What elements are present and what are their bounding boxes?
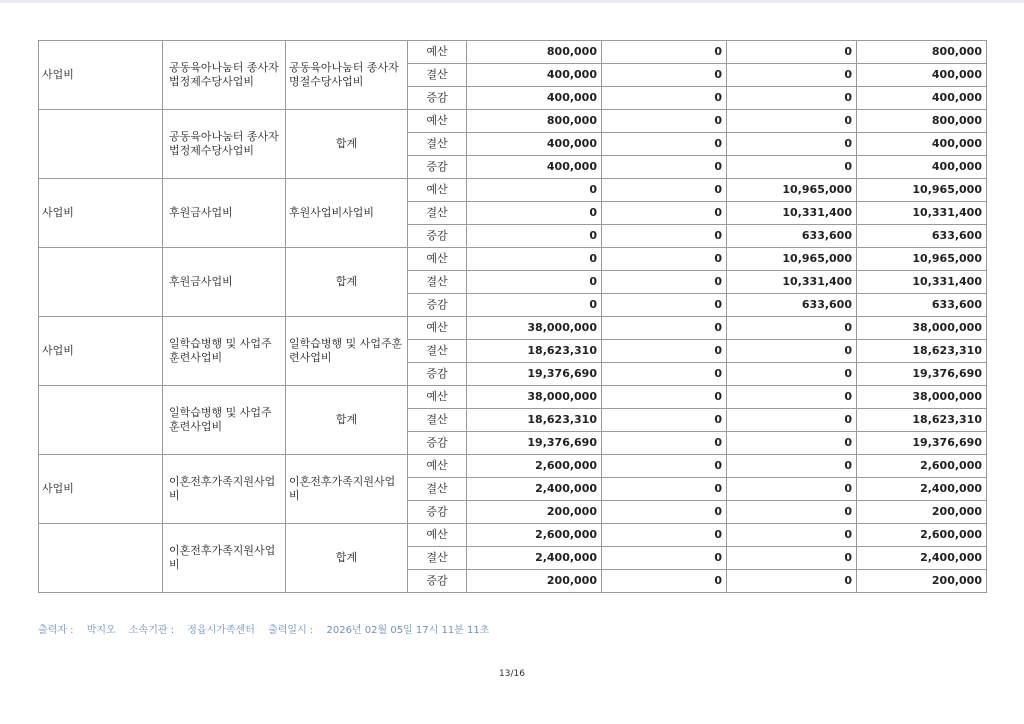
row-type-cell: 증감 xyxy=(408,432,467,455)
amount-cell-v2: 0 xyxy=(602,271,727,294)
item-cell: 일학습병행 및 사업주 훈련사업비 xyxy=(163,386,286,455)
amount-cell-v4: 10,331,400 xyxy=(857,202,987,225)
amount-cell-v4: 400,000 xyxy=(857,156,987,179)
printer-label: 출력자 : xyxy=(38,625,74,636)
amount-cell-v1: 400,000 xyxy=(467,133,602,156)
amount-cell-v4: 800,000 xyxy=(857,110,987,133)
amount-cell-v4: 200,000 xyxy=(857,501,987,524)
amount-cell-v3: 0 xyxy=(727,432,857,455)
row-type-cell: 예산 xyxy=(408,41,467,64)
amount-cell-v3: 0 xyxy=(727,501,857,524)
amount-cell-v3: 10,965,000 xyxy=(727,179,857,202)
table-row xyxy=(39,386,987,409)
printer-name: 박지오 xyxy=(86,625,116,636)
category-cell xyxy=(39,110,163,179)
amount-cell-v3: 0 xyxy=(727,110,857,133)
amount-cell-v1: 18,623,310 xyxy=(467,409,602,432)
amount-cell-v4: 200,000 xyxy=(857,570,987,593)
amount-cell-v1: 200,000 xyxy=(467,501,602,524)
amount-cell-v3: 0 xyxy=(727,41,857,64)
row-type-cell: 결산 xyxy=(408,547,467,570)
amount-cell-v4: 800,000 xyxy=(857,41,987,64)
row-type-cell: 예산 xyxy=(408,179,467,202)
amount-cell-v3: 0 xyxy=(727,524,857,547)
amount-cell-v3: 0 xyxy=(727,409,857,432)
sub-item-cell: 이혼전후가족지원사업비 xyxy=(286,455,408,524)
amount-cell-v3: 0 xyxy=(727,386,857,409)
row-type-cell: 결산 xyxy=(408,478,467,501)
category-cell: 사업비 xyxy=(39,179,163,248)
amount-cell-v4: 400,000 xyxy=(857,133,987,156)
amount-cell-v1: 0 xyxy=(467,202,602,225)
row-type-cell: 증감 xyxy=(408,156,467,179)
amount-cell-v3: 0 xyxy=(727,570,857,593)
amount-cell-v3: 10,965,000 xyxy=(727,248,857,271)
amount-cell-v1: 800,000 xyxy=(467,41,602,64)
amount-cell-v2: 0 xyxy=(602,317,727,340)
amount-cell-v1: 38,000,000 xyxy=(467,317,602,340)
amount-cell-v4: 18,623,310 xyxy=(857,409,987,432)
item-cell: 일학습병행 및 사업주 훈련사업비 xyxy=(163,317,286,386)
row-type-cell: 예산 xyxy=(408,248,467,271)
amount-cell-v1: 800,000 xyxy=(467,110,602,133)
row-type-cell: 예산 xyxy=(408,110,467,133)
row-type-cell: 결산 xyxy=(408,202,467,225)
amount-cell-v2: 0 xyxy=(602,409,727,432)
amount-cell-v3: 0 xyxy=(727,133,857,156)
sub-item-cell: 후원사업비사업비 xyxy=(286,179,408,248)
budget-table-body xyxy=(39,41,987,593)
amount-cell-v3: 633,600 xyxy=(727,225,857,248)
row-type-cell: 증감 xyxy=(408,225,467,248)
print-info-footer xyxy=(38,621,499,636)
amount-cell-v1: 2,400,000 xyxy=(467,478,602,501)
amount-cell-v2: 0 xyxy=(602,225,727,248)
amount-cell-v4: 633,600 xyxy=(857,294,987,317)
item-cell: 이혼전후가족지원사업비 xyxy=(163,455,286,524)
page-number: 13/16 xyxy=(499,669,525,679)
amount-cell-v2: 0 xyxy=(602,386,727,409)
amount-cell-v2: 0 xyxy=(602,64,727,87)
amount-cell-v4: 633,600 xyxy=(857,225,987,248)
amount-cell-v2: 0 xyxy=(602,202,727,225)
amount-cell-v3: 0 xyxy=(727,363,857,386)
amount-cell-v1: 400,000 xyxy=(467,156,602,179)
sub-item-cell: 일학습병행 및 사업주훈련사업비 xyxy=(286,317,408,386)
category-cell: 사업비 xyxy=(39,317,163,386)
amount-cell-v1: 400,000 xyxy=(467,87,602,110)
amount-cell-v2: 0 xyxy=(602,363,727,386)
amount-cell-v1: 0 xyxy=(467,294,602,317)
amount-cell-v1: 0 xyxy=(467,248,602,271)
amount-cell-v1: 400,000 xyxy=(467,64,602,87)
org-name: 정읍시가족센터 xyxy=(187,625,255,636)
amount-cell-v2: 0 xyxy=(602,478,727,501)
amount-cell-v3: 0 xyxy=(727,64,857,87)
amount-cell-v1: 19,376,690 xyxy=(467,363,602,386)
amount-cell-v3: 0 xyxy=(727,317,857,340)
amount-cell-v1: 0 xyxy=(467,271,602,294)
table-row xyxy=(39,248,987,271)
amount-cell-v2: 0 xyxy=(602,294,727,317)
row-type-cell: 증감 xyxy=(408,363,467,386)
amount-cell-v4: 19,376,690 xyxy=(857,432,987,455)
amount-cell-v2: 0 xyxy=(602,87,727,110)
amount-cell-v2: 0 xyxy=(602,110,727,133)
print-date-value: 2026년 02월 05일 17시 11분 11초 xyxy=(326,625,490,636)
amount-cell-v4: 38,000,000 xyxy=(857,317,987,340)
amount-cell-v1: 38,000,000 xyxy=(467,386,602,409)
amount-cell-v3: 0 xyxy=(727,478,857,501)
row-type-cell: 결산 xyxy=(408,133,467,156)
org-label: 소속기관 : xyxy=(128,625,175,636)
row-type-cell: 증감 xyxy=(408,87,467,110)
amount-cell-v1: 2,400,000 xyxy=(467,547,602,570)
amount-cell-v3: 0 xyxy=(727,87,857,110)
table-row xyxy=(39,110,987,133)
amount-cell-v4: 10,331,400 xyxy=(857,271,987,294)
amount-cell-v2: 0 xyxy=(602,340,727,363)
subtotal-label-cell: 합계 xyxy=(286,248,408,317)
amount-cell-v2: 0 xyxy=(602,570,727,593)
item-cell: 후원금사업비 xyxy=(163,248,286,317)
item-cell: 후원금사업비 xyxy=(163,179,286,248)
row-type-cell: 예산 xyxy=(408,317,467,340)
print-date-label: 출력일시 : xyxy=(268,625,314,636)
amount-cell-v2: 0 xyxy=(602,432,727,455)
amount-cell-v3: 0 xyxy=(727,340,857,363)
amount-cell-v1: 2,600,000 xyxy=(467,455,602,478)
row-type-cell: 결산 xyxy=(408,64,467,87)
amount-cell-v4: 19,376,690 xyxy=(857,363,987,386)
amount-cell-v4: 10,965,000 xyxy=(857,248,987,271)
amount-cell-v2: 0 xyxy=(602,179,727,202)
amount-cell-v4: 2,400,000 xyxy=(857,478,987,501)
amount-cell-v3: 10,331,400 xyxy=(727,202,857,225)
amount-cell-v3: 10,331,400 xyxy=(727,271,857,294)
amount-cell-v4: 10,965,000 xyxy=(857,179,987,202)
amount-cell-v2: 0 xyxy=(602,455,727,478)
row-type-cell: 결산 xyxy=(408,271,467,294)
page-top-edge xyxy=(0,0,1024,3)
amount-cell-v1: 200,000 xyxy=(467,570,602,593)
amount-cell-v2: 0 xyxy=(602,156,727,179)
row-type-cell: 증감 xyxy=(408,294,467,317)
item-cell: 이혼전후가족지원사업비 xyxy=(163,524,286,593)
amount-cell-v1: 0 xyxy=(467,179,602,202)
amount-cell-v3: 0 xyxy=(727,455,857,478)
item-cell: 공동육아나눔터 종사자 법정제수당사업비 xyxy=(163,41,286,110)
row-type-cell: 증감 xyxy=(408,570,467,593)
sub-item-cell: 공동육아나눔터 종사자 명절수당사업비 xyxy=(286,41,408,110)
budget-table xyxy=(38,40,987,593)
amount-cell-v4: 2,600,000 xyxy=(857,524,987,547)
amount-cell-v4: 400,000 xyxy=(857,87,987,110)
amount-cell-v2: 0 xyxy=(602,133,727,156)
amount-cell-v3: 633,600 xyxy=(727,294,857,317)
row-type-cell: 결산 xyxy=(408,409,467,432)
amount-cell-v1: 2,600,000 xyxy=(467,524,602,547)
category-cell: 사업비 xyxy=(39,455,163,524)
category-cell: 사업비 xyxy=(39,41,163,110)
row-type-cell: 증감 xyxy=(408,501,467,524)
amount-cell-v4: 18,623,310 xyxy=(857,340,987,363)
category-cell xyxy=(39,524,163,593)
amount-cell-v2: 0 xyxy=(602,501,727,524)
category-cell xyxy=(39,248,163,317)
amount-cell-v2: 0 xyxy=(602,41,727,64)
table-row xyxy=(39,524,987,547)
amount-cell-v3: 0 xyxy=(727,547,857,570)
subtotal-label-cell: 합계 xyxy=(286,386,408,455)
row-type-cell: 결산 xyxy=(408,340,467,363)
row-type-cell: 예산 xyxy=(408,455,467,478)
amount-cell-v1: 18,623,310 xyxy=(467,340,602,363)
subtotal-label-cell: 합계 xyxy=(286,524,408,593)
amount-cell-v3: 0 xyxy=(727,156,857,179)
subtotal-label-cell: 합계 xyxy=(286,110,408,179)
amount-cell-v4: 38,000,000 xyxy=(857,386,987,409)
row-type-cell: 예산 xyxy=(408,524,467,547)
table-row xyxy=(39,317,987,340)
amount-cell-v4: 2,400,000 xyxy=(857,547,987,570)
table-row xyxy=(39,179,987,202)
amount-cell-v2: 0 xyxy=(602,524,727,547)
amount-cell-v2: 0 xyxy=(602,547,727,570)
table-row xyxy=(39,455,987,478)
amount-cell-v2: 0 xyxy=(602,248,727,271)
amount-cell-v1: 0 xyxy=(467,225,602,248)
table-row xyxy=(39,41,987,64)
amount-cell-v4: 400,000 xyxy=(857,64,987,87)
row-type-cell: 예산 xyxy=(408,386,467,409)
amount-cell-v1: 19,376,690 xyxy=(467,432,602,455)
item-cell: 공동육아나눔터 종사자 법정제수당사업비 xyxy=(163,110,286,179)
category-cell xyxy=(39,386,163,455)
amount-cell-v4: 2,600,000 xyxy=(857,455,987,478)
